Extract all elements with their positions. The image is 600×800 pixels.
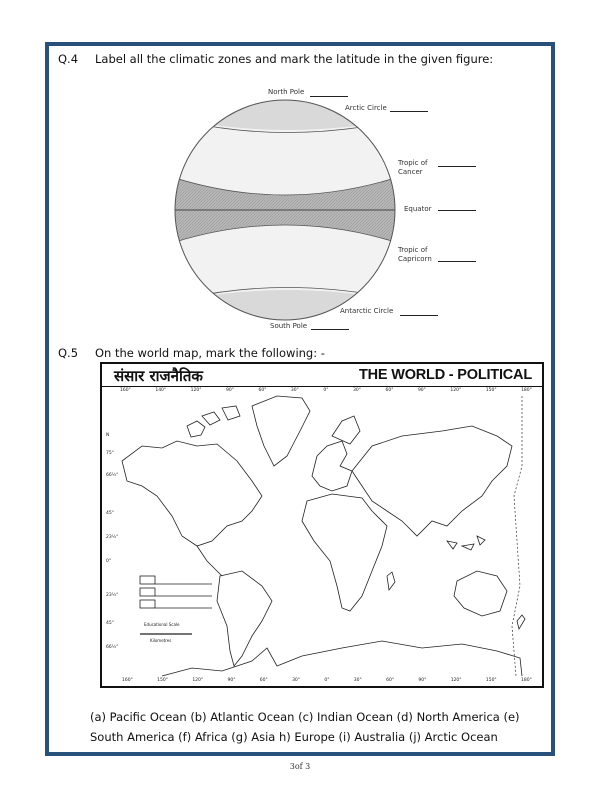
question-4: [58, 52, 493, 66]
svg-text:Educational Scale: Educational Scale: [144, 622, 180, 627]
blank-south-pole[interactable]: [311, 329, 349, 330]
svg-text:23½°: 23½°: [106, 593, 119, 598]
label-antarctic-circle: Antarctic Circle: [340, 307, 394, 315]
world-outline: [102, 386, 542, 686]
blank-arctic-circle[interactable]: [390, 111, 428, 112]
label-north-pole: North Pole: [268, 88, 305, 96]
question-number: Q.4: [58, 52, 79, 66]
blank-antarctic-circle[interactable]: [400, 315, 438, 316]
svg-text:23½°: 23½°: [106, 535, 119, 540]
question-number: Q.5: [58, 346, 79, 360]
label-tropic-cancer: Tropic of Cancer: [398, 159, 428, 176]
svg-text:75°: 75°: [106, 451, 114, 456]
question-text: On the world map, mark the following: -: [95, 346, 325, 360]
blank-equator[interactable]: [438, 210, 476, 211]
map-top-ticks: 160° 140° 120° 90° 60° 30° 0° 30° 60° 90° 120° 150° 180°: [120, 388, 532, 393]
blank-tropic-cancer[interactable]: [438, 166, 476, 167]
svg-text:66½°: 66½°: [106, 473, 119, 478]
question-5: [58, 346, 325, 360]
svg-text:45°: 45°: [106, 511, 114, 516]
svg-text:N: N: [106, 433, 110, 438]
svg-text:66½°: 66½°: [106, 645, 119, 650]
svg-text:Kilometres: Kilometres: [150, 638, 172, 643]
label-arctic-circle: Arctic Circle: [345, 104, 387, 112]
map-bottom-ticks: 160° 150° 120° 90° 60° 30° 0° 30° 60° 90° 120° 150° 180°: [122, 678, 532, 683]
blank-north-pole[interactable]: [310, 96, 348, 97]
label-equator: Equator: [404, 205, 432, 213]
label-tropic-capricorn: Tropic of Capricorn: [398, 246, 432, 263]
page-number: 3of 3: [289, 762, 311, 771]
svg-text:0°: 0°: [106, 559, 112, 564]
map-title: THE WORLD - POLITICAL: [358, 367, 532, 383]
world-political-map: [100, 362, 544, 688]
blank-tropic-capricorn[interactable]: [438, 261, 476, 262]
question-text: Label all the climatic zones and mark the latitude in the given figure:: [95, 52, 494, 66]
climatic-zones-globe: [170, 95, 420, 325]
svg-text:45°: 45°: [106, 621, 114, 626]
map-title-hindi: संसार राजनैतिक: [114, 367, 203, 385]
answer-list: (a) Pacific Ocean (b) Atlantic Ocean (c) Indian Ocean (d) North America (e) South America (f) Africa (g) Asia h) Europe (i) Australia (j) Arctic Ocean: [90, 710, 520, 744]
map-header: [102, 364, 542, 387]
label-south-pole: South Pole: [270, 322, 308, 330]
